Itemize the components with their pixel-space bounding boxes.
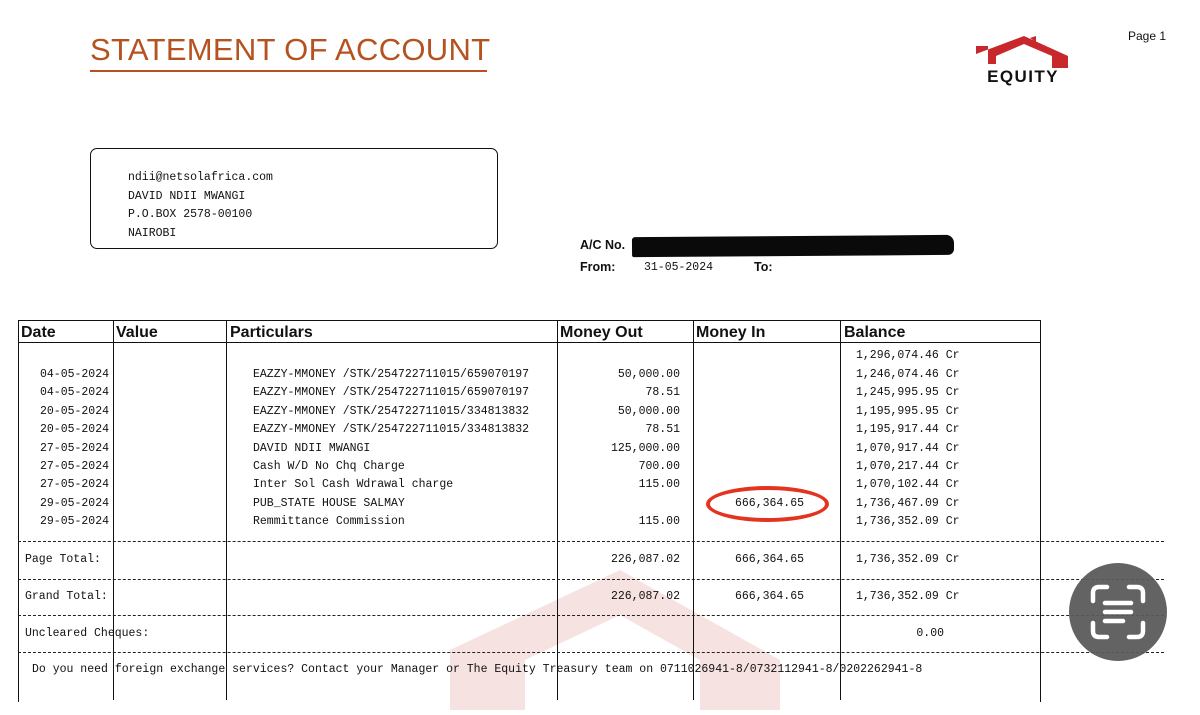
table-row <box>0 423 1200 441</box>
transaction-particulars: DAVID NDII MWANGI <box>253 441 371 455</box>
transaction-date: 04-05-2024 <box>40 368 110 381</box>
header-money-out: Money Out <box>560 324 643 341</box>
header-date: Date <box>21 324 56 341</box>
transaction-balance: 1,245,995.95 Cr <box>856 386 960 400</box>
transaction-money-out: 125,000.00 <box>610 441 680 455</box>
address-email: ndii@netsolafrica.com <box>128 171 273 184</box>
transaction-balance: 1,070,917.44 Cr <box>856 441 960 455</box>
dashed-divider <box>18 579 1164 580</box>
transaction-balance: 1,736,467.09 Cr <box>856 496 960 510</box>
transaction-particulars: EAZZY-MMONEY /STK/254722711015/659070197 <box>253 386 530 400</box>
header-money-in: Money In <box>696 324 766 341</box>
transaction-money-out: 78.51 <box>645 423 680 437</box>
transaction-particulars: Inter Sol Cash Wdrawal charge <box>253 478 454 492</box>
grand-total-out: 226,087.02 <box>610 590 680 603</box>
transaction-date: 29-05-2024 <box>40 515 110 529</box>
table-header <box>18 320 1041 342</box>
table-row <box>0 515 1200 533</box>
transaction-money-out: 50,000.00 <box>617 368 680 381</box>
transaction-date: 27-05-2024 <box>40 441 110 455</box>
transaction-date: 20-05-2024 <box>40 423 110 437</box>
transaction-particulars: PUB_STATE HOUSE SALMAY <box>253 496 405 510</box>
transaction-balance: 1,195,917.44 Cr <box>856 423 960 437</box>
transaction-money-out: 78.51 <box>645 386 680 400</box>
transaction-balance: 1,246,074.46 Cr <box>856 368 960 381</box>
address-name: DAVID NDII MWANGI <box>128 189 246 203</box>
header-particulars: Particulars <box>230 324 313 341</box>
transaction-balance: 1,070,102.44 Cr <box>856 478 960 492</box>
grand-total-balance: 1,736,352.09 Cr <box>856 590 960 603</box>
transaction-particulars: EAZZY-MMONEY /STK/254722711015/334813832 <box>253 423 530 437</box>
table-row <box>0 368 1200 386</box>
grand-total-in: 666,364.65 <box>734 590 804 603</box>
uncleared-label: Uncleared Cheques: <box>25 627 150 640</box>
dashed-divider <box>18 541 1164 542</box>
transaction-money-out: 700.00 <box>638 460 680 473</box>
header-balance: Balance <box>844 324 906 341</box>
from-label: From: <box>580 260 616 274</box>
page-total-label: Page Total: <box>25 553 101 566</box>
title-underline <box>90 70 487 72</box>
to-label: To: <box>754 260 773 274</box>
logo-text: EQUITY <box>987 67 1059 86</box>
transaction-particulars: Remmittance Commission <box>253 515 405 529</box>
transaction-balance: 1,070,217.44 Cr <box>856 460 960 473</box>
opening-balance: 1,296,074.46 Cr <box>856 349 960 362</box>
transaction-money-out: 115.00 <box>638 478 680 492</box>
transaction-date: 27-05-2024 <box>40 478 110 492</box>
transaction-money-out: 115.00 <box>638 515 680 529</box>
page-number: Page 1 <box>1128 29 1167 43</box>
live-text-button[interactable] <box>1069 563 1167 661</box>
transaction-particulars: Cash W/D No Chq Charge <box>253 460 405 473</box>
table-row <box>0 460 1200 478</box>
page-total-in: 666,364.65 <box>734 553 804 566</box>
transaction-balance: 1,736,352.09 Cr <box>856 515 960 529</box>
transaction-date: 29-05-2024 <box>40 496 110 510</box>
table-row <box>0 497 1200 515</box>
grand-total-label: Grand Total: <box>25 590 108 603</box>
transaction-particulars: EAZZY-MMONEY /STK/254722711015/334813832 <box>253 404 530 418</box>
live-text-scan-icon <box>1069 563 1167 661</box>
from-date: 31-05-2024 <box>644 261 714 274</box>
uncleared-value: 0.00 <box>916 627 944 640</box>
dashed-divider <box>18 652 1164 653</box>
highlight-circle <box>706 486 829 522</box>
opening-balance-row <box>0 349 1200 367</box>
statement-title: STATEMENT OF ACCOUNT <box>90 32 491 67</box>
header-divider <box>18 342 1041 343</box>
account-number-redaction <box>632 235 954 257</box>
transaction-date: 04-05-2024 <box>40 386 110 400</box>
equity-roof-icon <box>974 34 1072 68</box>
transaction-date: 27-05-2024 <box>40 460 110 473</box>
address-city: NAIROBI <box>128 226 177 240</box>
table-row <box>0 478 1200 496</box>
transaction-date: 20-05-2024 <box>40 404 110 418</box>
equity-logo <box>974 34 1072 90</box>
fx-services-note: Do you need foreign exchange services? Contact your Manager or The Equity Treasury team on 0711026941-8/0732112941-8/0202262941-8 <box>32 663 923 676</box>
dashed-divider <box>18 615 1164 616</box>
page-total-balance: 1,736,352.09 Cr <box>856 553 960 566</box>
header-value: Value <box>116 324 158 341</box>
transaction-balance: 1,195,995.95 Cr <box>856 404 960 418</box>
page-total-out: 226,087.02 <box>610 553 680 566</box>
table-row <box>0 405 1200 423</box>
table-row <box>0 442 1200 460</box>
address-box <box>90 148 498 249</box>
transaction-money-out: 50,000.00 <box>617 404 680 418</box>
table-row <box>0 386 1200 404</box>
account-number-label: A/C No. <box>580 238 626 252</box>
transaction-money-in: 666,364.65 <box>734 496 804 510</box>
transaction-particulars: EAZZY-MMONEY /STK/254722711015/659070197 <box>253 368 530 381</box>
address-pobox: P.O.BOX 2578-00100 <box>128 208 253 222</box>
